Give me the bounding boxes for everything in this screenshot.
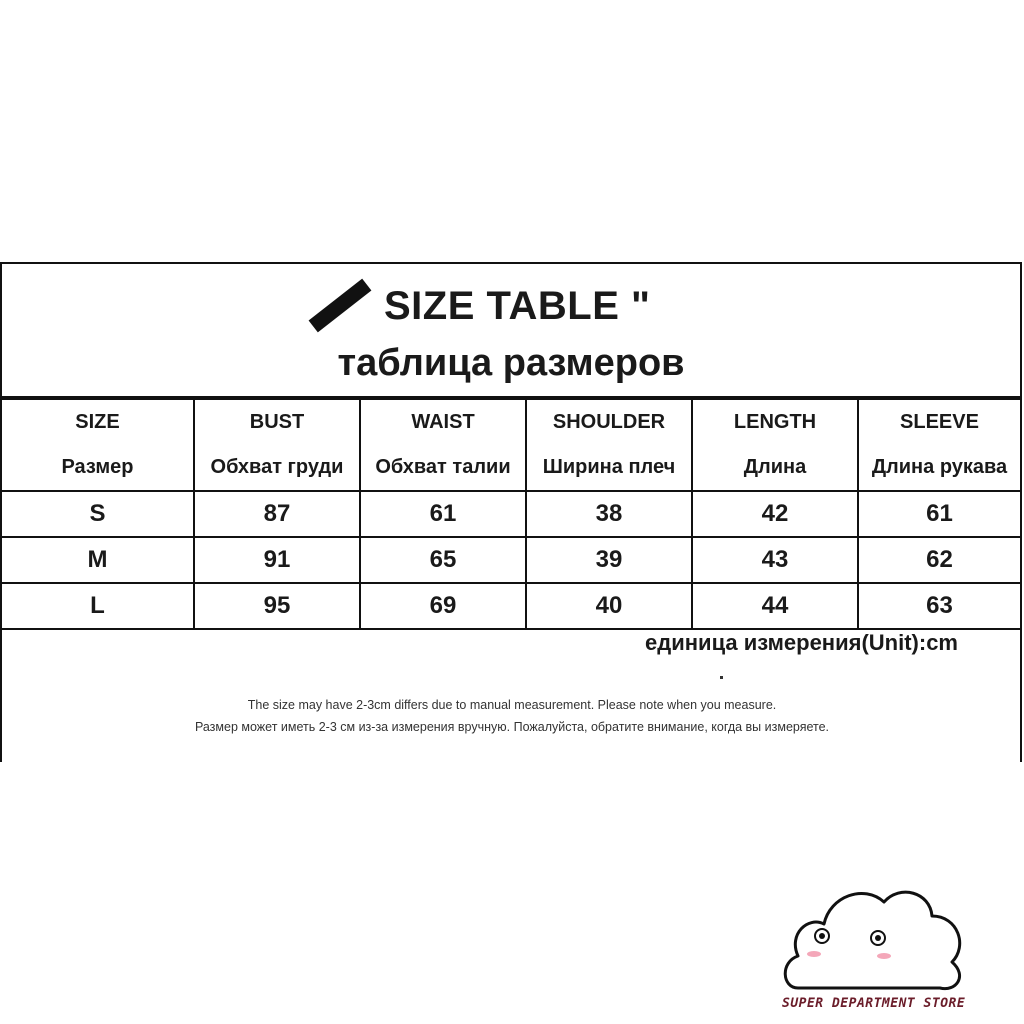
table-cell: 62	[858, 537, 1020, 583]
unit-label: единица измерения(Unit):cm	[645, 630, 958, 655]
slash-mark-icon	[309, 279, 372, 333]
table-row	[2, 537, 1020, 583]
table-cell: 69	[360, 583, 526, 629]
table-cell: 42	[692, 491, 858, 537]
stray-dot	[720, 676, 723, 679]
header-cell: LENGTH Длина	[692, 399, 858, 491]
store-watermark: SUPER DEPARTMENT STORE	[782, 996, 966, 1011]
table-cell: 61	[360, 491, 526, 537]
table-cell: L	[2, 583, 194, 629]
header-cell: WAIST Обхват талии	[360, 399, 526, 491]
table-cell: 40	[526, 583, 692, 629]
table-cell: 39	[526, 537, 692, 583]
table-cell: 44	[692, 583, 858, 629]
title-section	[2, 264, 1020, 398]
cloud-mascot-icon	[780, 876, 970, 1001]
table-cell: 43	[692, 537, 858, 583]
header-cell: SHOULDER Ширина плеч	[526, 399, 692, 491]
table-header-row	[2, 399, 1020, 491]
note-english: The size may have 2-3cm differs due to manual measurement. Please note when you measure.	[247, 698, 777, 712]
header-cell: SIZE Размер	[2, 399, 194, 491]
title-russian: таблица размеров	[337, 342, 685, 384]
table-cell: 87	[194, 491, 360, 537]
header-cell: SLEEVE Длина рукава	[858, 399, 1020, 491]
title-english: SIZE TABLE "	[384, 284, 651, 328]
table-cell: 61	[858, 491, 1020, 537]
table-cell: 65	[360, 537, 526, 583]
table-cell: 38	[526, 491, 692, 537]
table-cell: M	[2, 537, 194, 583]
note-russian: Размер может иметь 2-3 см из-за измерения вручную. Пожалуйста, обратите внимание, когда вы измеряете.	[194, 720, 830, 734]
table-cell: 63	[858, 583, 1020, 629]
header-cell: BUST Обхват груди	[194, 399, 360, 491]
size-chart-frame	[0, 262, 1022, 762]
table-cell: S	[2, 491, 194, 537]
table-row	[2, 491, 1020, 537]
size-table	[2, 398, 1020, 630]
table-cell: 91	[194, 537, 360, 583]
table-row	[2, 583, 1020, 629]
table-cell: 95	[194, 583, 360, 629]
